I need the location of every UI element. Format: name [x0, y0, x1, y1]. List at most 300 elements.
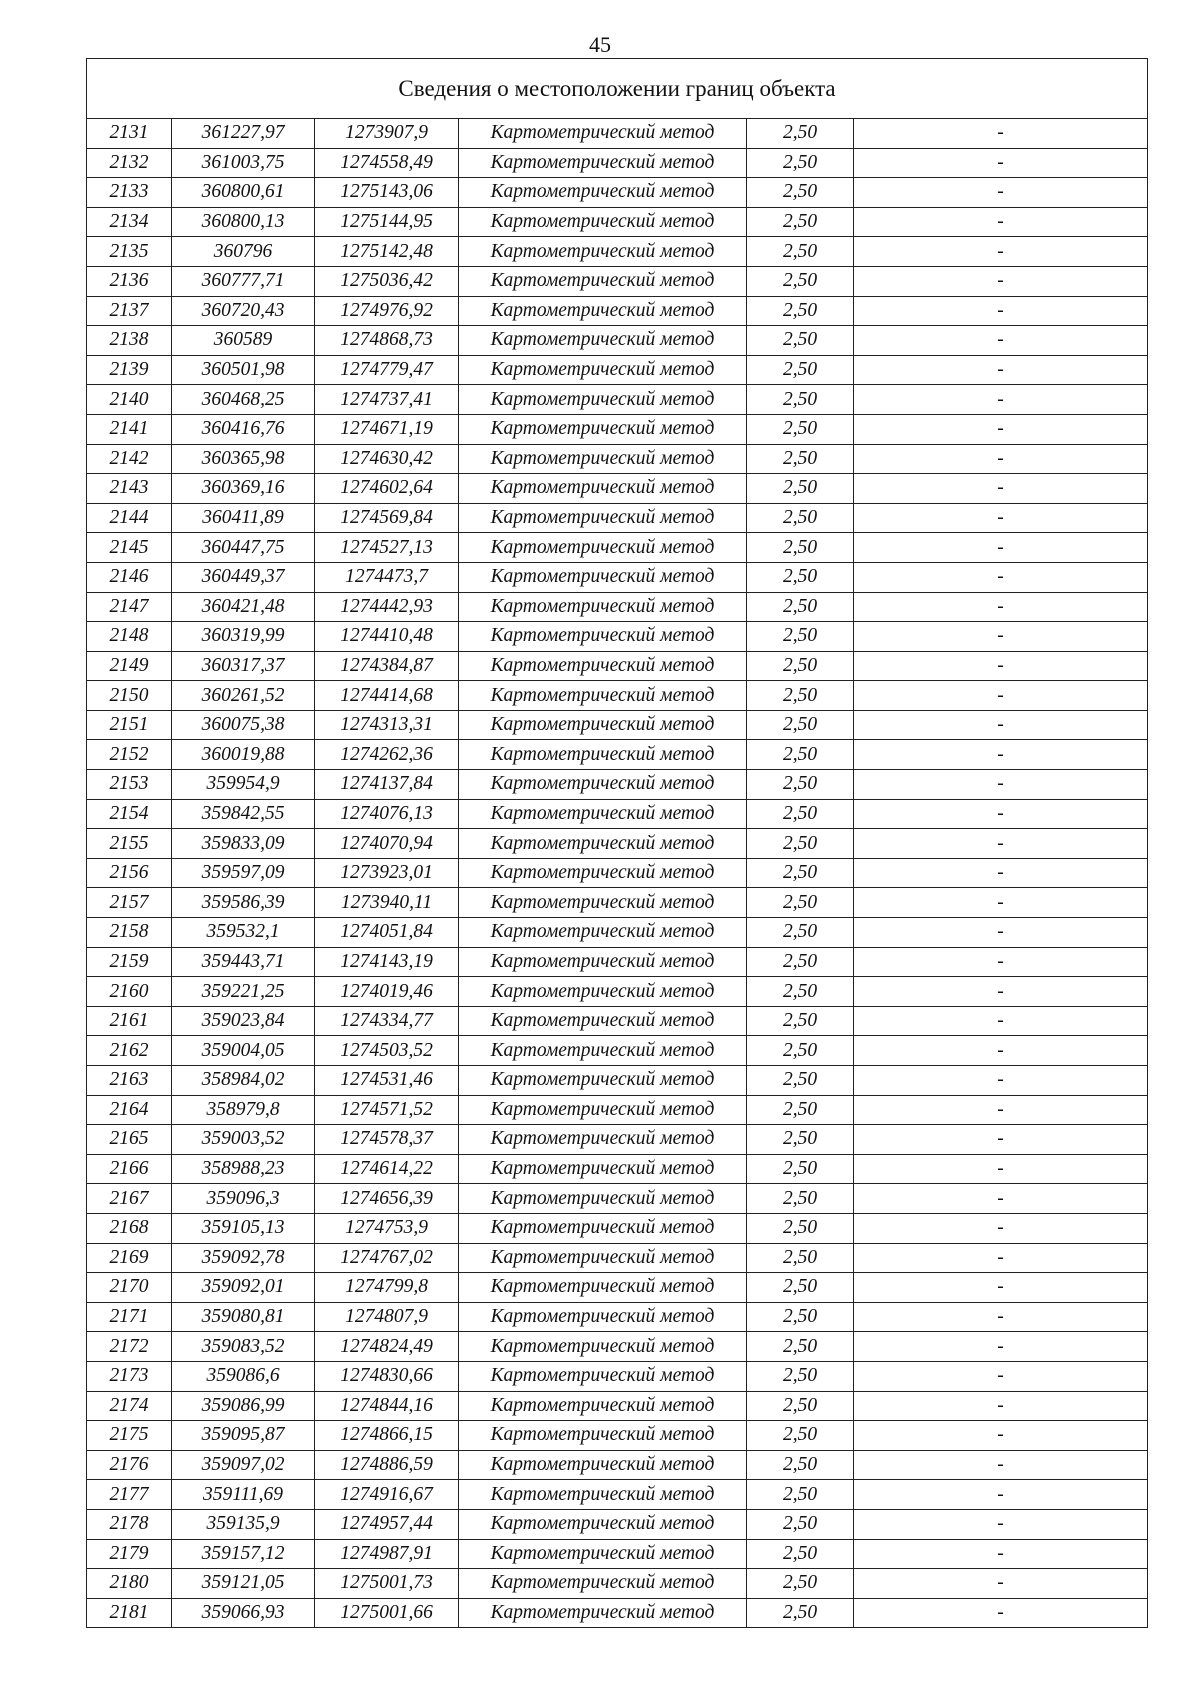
x-coordinate-cell: 360019,88: [172, 740, 315, 770]
y-coordinate-cell: 1274916,67: [315, 1480, 459, 1510]
description-cell: -: [854, 1598, 1148, 1628]
x-coordinate-cell: 360501,98: [172, 355, 315, 385]
y-coordinate-cell: 1275142,48: [315, 237, 459, 267]
accuracy-cell: 2,50: [747, 1184, 854, 1214]
x-coordinate-cell: 360369,16: [172, 474, 315, 504]
description-cell: -: [854, 533, 1148, 563]
accuracy-cell: 2,50: [747, 385, 854, 415]
description-cell: -: [854, 414, 1148, 444]
point-number-cell: 2144: [87, 503, 172, 533]
description-cell: -: [854, 1361, 1148, 1391]
description-cell: -: [854, 710, 1148, 740]
x-coordinate-cell: 360800,13: [172, 207, 315, 237]
table-row: [87, 326, 1148, 356]
x-coordinate-cell: 359080,81: [172, 1302, 315, 1332]
point-number-cell: 2169: [87, 1243, 172, 1273]
method-cell: Картометрический метод: [459, 799, 747, 829]
description-cell: -: [854, 1154, 1148, 1184]
method-cell: Картометрический метод: [459, 385, 747, 415]
accuracy-cell: 2,50: [747, 1095, 854, 1125]
accuracy-cell: 2,50: [747, 1125, 854, 1155]
x-coordinate-cell: 359023,84: [172, 1006, 315, 1036]
point-number-cell: 2172: [87, 1332, 172, 1362]
y-coordinate-cell: 1274571,52: [315, 1095, 459, 1125]
method-cell: Картометрический метод: [459, 237, 747, 267]
point-number-cell: 2152: [87, 740, 172, 770]
description-cell: -: [854, 474, 1148, 504]
point-number-cell: 2134: [87, 207, 172, 237]
x-coordinate-cell: 358979,8: [172, 1095, 315, 1125]
accuracy-cell: 2,50: [747, 799, 854, 829]
y-coordinate-cell: 1275001,73: [315, 1569, 459, 1599]
point-number-cell: 2164: [87, 1095, 172, 1125]
description-cell: -: [854, 1509, 1148, 1539]
point-number-cell: 2165: [87, 1125, 172, 1155]
x-coordinate-cell: 359105,13: [172, 1213, 315, 1243]
description-cell: -: [854, 1243, 1148, 1273]
table-row: [87, 444, 1148, 474]
x-coordinate-cell: 359092,78: [172, 1243, 315, 1273]
y-coordinate-cell: 1274578,37: [315, 1125, 459, 1155]
table-title-row: [87, 59, 1148, 119]
table-row: [87, 355, 1148, 385]
table-row: [87, 1154, 1148, 1184]
point-number-cell: 2176: [87, 1450, 172, 1480]
y-coordinate-cell: 1274886,59: [315, 1450, 459, 1480]
y-coordinate-cell: 1274987,91: [315, 1539, 459, 1569]
description-cell: -: [854, 770, 1148, 800]
y-coordinate-cell: 1274051,84: [315, 918, 459, 948]
table-row: [87, 1361, 1148, 1391]
description-cell: -: [854, 355, 1148, 385]
description-cell: -: [854, 1095, 1148, 1125]
accuracy-cell: 2,50: [747, 918, 854, 948]
y-coordinate-cell: 1274737,41: [315, 385, 459, 415]
point-number-cell: 2139: [87, 355, 172, 385]
x-coordinate-cell: 359157,12: [172, 1539, 315, 1569]
x-coordinate-cell: 360447,75: [172, 533, 315, 563]
description-cell: -: [854, 207, 1148, 237]
description-cell: -: [854, 296, 1148, 326]
y-coordinate-cell: 1274143,19: [315, 947, 459, 977]
method-cell: Картометрический метод: [459, 1361, 747, 1391]
point-number-cell: 2147: [87, 592, 172, 622]
y-coordinate-cell: 1274807,9: [315, 1302, 459, 1332]
table-row: [87, 1509, 1148, 1539]
accuracy-cell: 2,50: [747, 622, 854, 652]
method-cell: Картометрический метод: [459, 710, 747, 740]
accuracy-cell: 2,50: [747, 1332, 854, 1362]
accuracy-cell: 2,50: [747, 474, 854, 504]
method-cell: Картометрический метод: [459, 266, 747, 296]
table-row: [87, 770, 1148, 800]
x-coordinate-cell: 359833,09: [172, 829, 315, 859]
description-cell: -: [854, 178, 1148, 208]
point-number-cell: 2171: [87, 1302, 172, 1332]
table-row: [87, 266, 1148, 296]
accuracy-cell: 2,50: [747, 888, 854, 918]
y-coordinate-cell: 1274799,8: [315, 1273, 459, 1303]
table-row: [87, 1598, 1148, 1628]
y-coordinate-cell: 1274410,48: [315, 622, 459, 652]
x-coordinate-cell: 360589: [172, 326, 315, 356]
point-number-cell: 2148: [87, 622, 172, 652]
accuracy-cell: 2,50: [747, 1302, 854, 1332]
description-cell: -: [854, 1302, 1148, 1332]
x-coordinate-cell: 360075,38: [172, 710, 315, 740]
method-cell: Картометрический метод: [459, 829, 747, 859]
table-row: [87, 178, 1148, 208]
method-cell: Картометрический метод: [459, 1006, 747, 1036]
point-number-cell: 2142: [87, 444, 172, 474]
method-cell: Картометрический метод: [459, 947, 747, 977]
x-coordinate-cell: 359221,25: [172, 977, 315, 1007]
x-coordinate-cell: 359086,6: [172, 1361, 315, 1391]
table-row: [87, 503, 1148, 533]
description-cell: -: [854, 1066, 1148, 1096]
accuracy-cell: 2,50: [747, 355, 854, 385]
x-coordinate-cell: 360449,37: [172, 562, 315, 592]
accuracy-cell: 2,50: [747, 947, 854, 977]
x-coordinate-cell: 360261,52: [172, 681, 315, 711]
y-coordinate-cell: 1274976,92: [315, 296, 459, 326]
point-number-cell: 2138: [87, 326, 172, 356]
point-number-cell: 2136: [87, 266, 172, 296]
method-cell: Картометрический метод: [459, 1480, 747, 1510]
x-coordinate-cell: 359597,09: [172, 858, 315, 888]
accuracy-cell: 2,50: [747, 1243, 854, 1273]
method-cell: Картометрический метод: [459, 977, 747, 1007]
page-number: 45: [589, 32, 611, 57]
description-cell: -: [854, 444, 1148, 474]
point-number-cell: 2143: [87, 474, 172, 504]
description-cell: -: [854, 1539, 1148, 1569]
description-cell: -: [854, 977, 1148, 1007]
x-coordinate-cell: 359096,3: [172, 1184, 315, 1214]
x-coordinate-cell: 360416,76: [172, 414, 315, 444]
description-cell: -: [854, 1480, 1148, 1510]
x-coordinate-cell: 360777,71: [172, 266, 315, 296]
method-cell: Картометрический метод: [459, 1421, 747, 1451]
y-coordinate-cell: 1275144,95: [315, 207, 459, 237]
point-number-cell: 2151: [87, 710, 172, 740]
y-coordinate-cell: 1274473,7: [315, 562, 459, 592]
method-cell: Картометрический метод: [459, 1509, 747, 1539]
method-cell: Картометрический метод: [459, 207, 747, 237]
table-row: [87, 385, 1148, 415]
point-number-cell: 2157: [87, 888, 172, 918]
accuracy-cell: 2,50: [747, 414, 854, 444]
accuracy-cell: 2,50: [747, 1539, 854, 1569]
y-coordinate-cell: 1274414,68: [315, 681, 459, 711]
method-cell: Картометрический метод: [459, 1391, 747, 1421]
method-cell: Картометрический метод: [459, 326, 747, 356]
point-number-cell: 2180: [87, 1569, 172, 1599]
accuracy-cell: 2,50: [747, 533, 854, 563]
method-cell: Картометрический метод: [459, 1450, 747, 1480]
table-row: [87, 1421, 1148, 1451]
y-coordinate-cell: 1274558,49: [315, 148, 459, 178]
x-coordinate-cell: 359842,55: [172, 799, 315, 829]
table-row: [87, 651, 1148, 681]
point-number-cell: 2137: [87, 296, 172, 326]
y-coordinate-cell: 1274614,22: [315, 1154, 459, 1184]
accuracy-cell: 2,50: [747, 858, 854, 888]
method-cell: Картометрический метод: [459, 1273, 747, 1303]
x-coordinate-cell: 359004,05: [172, 1036, 315, 1066]
method-cell: Картометрический метод: [459, 918, 747, 948]
table-row: [87, 296, 1148, 326]
method-cell: Картометрический метод: [459, 681, 747, 711]
accuracy-cell: 2,50: [747, 1598, 854, 1628]
point-number-cell: 2173: [87, 1361, 172, 1391]
description-cell: -: [854, 326, 1148, 356]
accuracy-cell: 2,50: [747, 1480, 854, 1510]
point-number-cell: 2170: [87, 1273, 172, 1303]
point-number-cell: 2177: [87, 1480, 172, 1510]
x-coordinate-cell: 360800,61: [172, 178, 315, 208]
description-cell: -: [854, 1332, 1148, 1362]
x-coordinate-cell: 359121,05: [172, 1569, 315, 1599]
y-coordinate-cell: 1274313,31: [315, 710, 459, 740]
method-cell: Картометрический метод: [459, 1569, 747, 1599]
table-row: [87, 533, 1148, 563]
method-cell: Картометрический метод: [459, 178, 747, 208]
method-cell: Картометрический метод: [459, 1066, 747, 1096]
y-coordinate-cell: 1274602,64: [315, 474, 459, 504]
accuracy-cell: 2,50: [747, 1036, 854, 1066]
accuracy-cell: 2,50: [747, 1213, 854, 1243]
method-cell: Картометрический метод: [459, 444, 747, 474]
method-cell: Картометрический метод: [459, 1213, 747, 1243]
accuracy-cell: 2,50: [747, 296, 854, 326]
accuracy-cell: 2,50: [747, 829, 854, 859]
point-number-cell: 2178: [87, 1509, 172, 1539]
table-row: [87, 119, 1148, 149]
x-coordinate-cell: 359066,93: [172, 1598, 315, 1628]
point-number-cell: 2159: [87, 947, 172, 977]
y-coordinate-cell: 1274957,44: [315, 1509, 459, 1539]
description-cell: -: [854, 148, 1148, 178]
x-coordinate-cell: 361227,97: [172, 119, 315, 149]
accuracy-cell: 2,50: [747, 681, 854, 711]
description-cell: -: [854, 237, 1148, 267]
description-cell: -: [854, 1391, 1148, 1421]
description-cell: -: [854, 119, 1148, 149]
table-row: [87, 888, 1148, 918]
method-cell: Картометрический метод: [459, 562, 747, 592]
table-row: [87, 474, 1148, 504]
table-row: [87, 414, 1148, 444]
method-cell: Картометрический метод: [459, 622, 747, 652]
method-cell: Картометрический метод: [459, 1036, 747, 1066]
x-coordinate-cell: 360796: [172, 237, 315, 267]
point-number-cell: 2161: [87, 1006, 172, 1036]
description-cell: -: [854, 503, 1148, 533]
point-number-cell: 2150: [87, 681, 172, 711]
x-coordinate-cell: 360468,25: [172, 385, 315, 415]
point-number-cell: 2145: [87, 533, 172, 563]
x-coordinate-cell: 359532,1: [172, 918, 315, 948]
x-coordinate-cell: 359003,52: [172, 1125, 315, 1155]
point-number-cell: 2160: [87, 977, 172, 1007]
description-cell: -: [854, 1006, 1148, 1036]
table-row: [87, 681, 1148, 711]
accuracy-cell: 2,50: [747, 266, 854, 296]
description-cell: -: [854, 681, 1148, 711]
y-coordinate-cell: 1274527,13: [315, 533, 459, 563]
x-coordinate-cell: 360411,89: [172, 503, 315, 533]
y-coordinate-cell: 1274779,47: [315, 355, 459, 385]
point-number-cell: 2155: [87, 829, 172, 859]
method-cell: Картометрический метод: [459, 592, 747, 622]
description-cell: -: [854, 385, 1148, 415]
x-coordinate-cell: 359097,02: [172, 1450, 315, 1480]
x-coordinate-cell: 360720,43: [172, 296, 315, 326]
table-row: [87, 1036, 1148, 1066]
table-row: [87, 207, 1148, 237]
y-coordinate-cell: 1274671,19: [315, 414, 459, 444]
accuracy-cell: 2,50: [747, 1154, 854, 1184]
x-coordinate-cell: 359586,39: [172, 888, 315, 918]
accuracy-cell: 2,50: [747, 1421, 854, 1451]
point-number-cell: 2167: [87, 1184, 172, 1214]
method-cell: Картометрический метод: [459, 1154, 747, 1184]
description-cell: -: [854, 888, 1148, 918]
y-coordinate-cell: 1274569,84: [315, 503, 459, 533]
description-cell: -: [854, 918, 1148, 948]
table-row: [87, 1450, 1148, 1480]
y-coordinate-cell: 1274630,42: [315, 444, 459, 474]
table-row: [87, 740, 1148, 770]
x-coordinate-cell: 359083,52: [172, 1332, 315, 1362]
table-row: [87, 918, 1148, 948]
table-row: [87, 562, 1148, 592]
table-row: [87, 1569, 1148, 1599]
y-coordinate-cell: 1274868,73: [315, 326, 459, 356]
method-cell: Картометрический метод: [459, 651, 747, 681]
y-coordinate-cell: 1274824,49: [315, 1332, 459, 1362]
method-cell: Картометрический метод: [459, 888, 747, 918]
x-coordinate-cell: 360319,99: [172, 622, 315, 652]
y-coordinate-cell: 1274531,46: [315, 1066, 459, 1096]
point-number-cell: 2179: [87, 1539, 172, 1569]
description-cell: -: [854, 1125, 1148, 1155]
point-number-cell: 2149: [87, 651, 172, 681]
accuracy-cell: 2,50: [747, 1273, 854, 1303]
point-number-cell: 2146: [87, 562, 172, 592]
table-row: [87, 622, 1148, 652]
x-coordinate-cell: 359954,9: [172, 770, 315, 800]
accuracy-cell: 2,50: [747, 740, 854, 770]
x-coordinate-cell: 359443,71: [172, 947, 315, 977]
table-body: [87, 59, 1148, 1628]
table-row: [87, 1095, 1148, 1125]
method-cell: Картометрический метод: [459, 533, 747, 563]
method-cell: Картометрический метод: [459, 503, 747, 533]
table-row: [87, 947, 1148, 977]
table-row: [87, 1273, 1148, 1303]
description-cell: -: [854, 829, 1148, 859]
description-cell: -: [854, 1421, 1148, 1451]
y-coordinate-cell: 1274262,36: [315, 740, 459, 770]
description-cell: -: [854, 1569, 1148, 1599]
point-number-cell: 2181: [87, 1598, 172, 1628]
point-number-cell: 2158: [87, 918, 172, 948]
table-row: [87, 237, 1148, 267]
y-coordinate-cell: 1274076,13: [315, 799, 459, 829]
method-cell: Картометрический метод: [459, 1243, 747, 1273]
table-row: [87, 592, 1148, 622]
accuracy-cell: 2,50: [747, 770, 854, 800]
accuracy-cell: 2,50: [747, 562, 854, 592]
x-coordinate-cell: 360421,48: [172, 592, 315, 622]
y-coordinate-cell: 1275036,42: [315, 266, 459, 296]
accuracy-cell: 2,50: [747, 1569, 854, 1599]
table-row: [87, 1539, 1148, 1569]
y-coordinate-cell: 1274503,52: [315, 1036, 459, 1066]
point-number-cell: 2168: [87, 1213, 172, 1243]
accuracy-cell: 2,50: [747, 444, 854, 474]
method-cell: Картометрический метод: [459, 119, 747, 149]
table-row: [87, 1006, 1148, 1036]
table-row: [87, 148, 1148, 178]
method-cell: Картометрический метод: [459, 1539, 747, 1569]
y-coordinate-cell: 1274334,77: [315, 1006, 459, 1036]
accuracy-cell: 2,50: [747, 651, 854, 681]
table-row: [87, 1332, 1148, 1362]
boundary-coordinates-table: [86, 58, 1148, 1628]
y-coordinate-cell: 1275001,66: [315, 1598, 459, 1628]
accuracy-cell: 2,50: [747, 977, 854, 1007]
x-coordinate-cell: 359111,69: [172, 1480, 315, 1510]
y-coordinate-cell: 1274753,9: [315, 1213, 459, 1243]
point-number-cell: 2156: [87, 858, 172, 888]
description-cell: -: [854, 266, 1148, 296]
method-cell: Картометрический метод: [459, 1302, 747, 1332]
method-cell: Картометрический метод: [459, 296, 747, 326]
point-number-cell: 2175: [87, 1421, 172, 1451]
accuracy-cell: 2,50: [747, 207, 854, 237]
method-cell: Картометрический метод: [459, 1332, 747, 1362]
y-coordinate-cell: 1274137,84: [315, 770, 459, 800]
method-cell: Картометрический метод: [459, 474, 747, 504]
accuracy-cell: 2,50: [747, 148, 854, 178]
table-row: [87, 829, 1148, 859]
description-cell: -: [854, 1450, 1148, 1480]
x-coordinate-cell: 360365,98: [172, 444, 315, 474]
description-cell: -: [854, 1213, 1148, 1243]
description-cell: -: [854, 1184, 1148, 1214]
method-cell: Картометрический метод: [459, 1184, 747, 1214]
accuracy-cell: 2,50: [747, 326, 854, 356]
table-title: Сведения о местоположении границ объекта: [87, 59, 1148, 119]
point-number-cell: 2140: [87, 385, 172, 415]
accuracy-cell: 2,50: [747, 710, 854, 740]
method-cell: Картометрический метод: [459, 148, 747, 178]
x-coordinate-cell: 359095,87: [172, 1421, 315, 1451]
point-number-cell: 2163: [87, 1066, 172, 1096]
method-cell: Картометрический метод: [459, 740, 747, 770]
table-row: [87, 799, 1148, 829]
point-number-cell: 2153: [87, 770, 172, 800]
description-cell: -: [854, 947, 1148, 977]
description-cell: -: [854, 740, 1148, 770]
method-cell: Картометрический метод: [459, 414, 747, 444]
description-cell: -: [854, 651, 1148, 681]
method-cell: Картометрический метод: [459, 1095, 747, 1125]
accuracy-cell: 2,50: [747, 592, 854, 622]
